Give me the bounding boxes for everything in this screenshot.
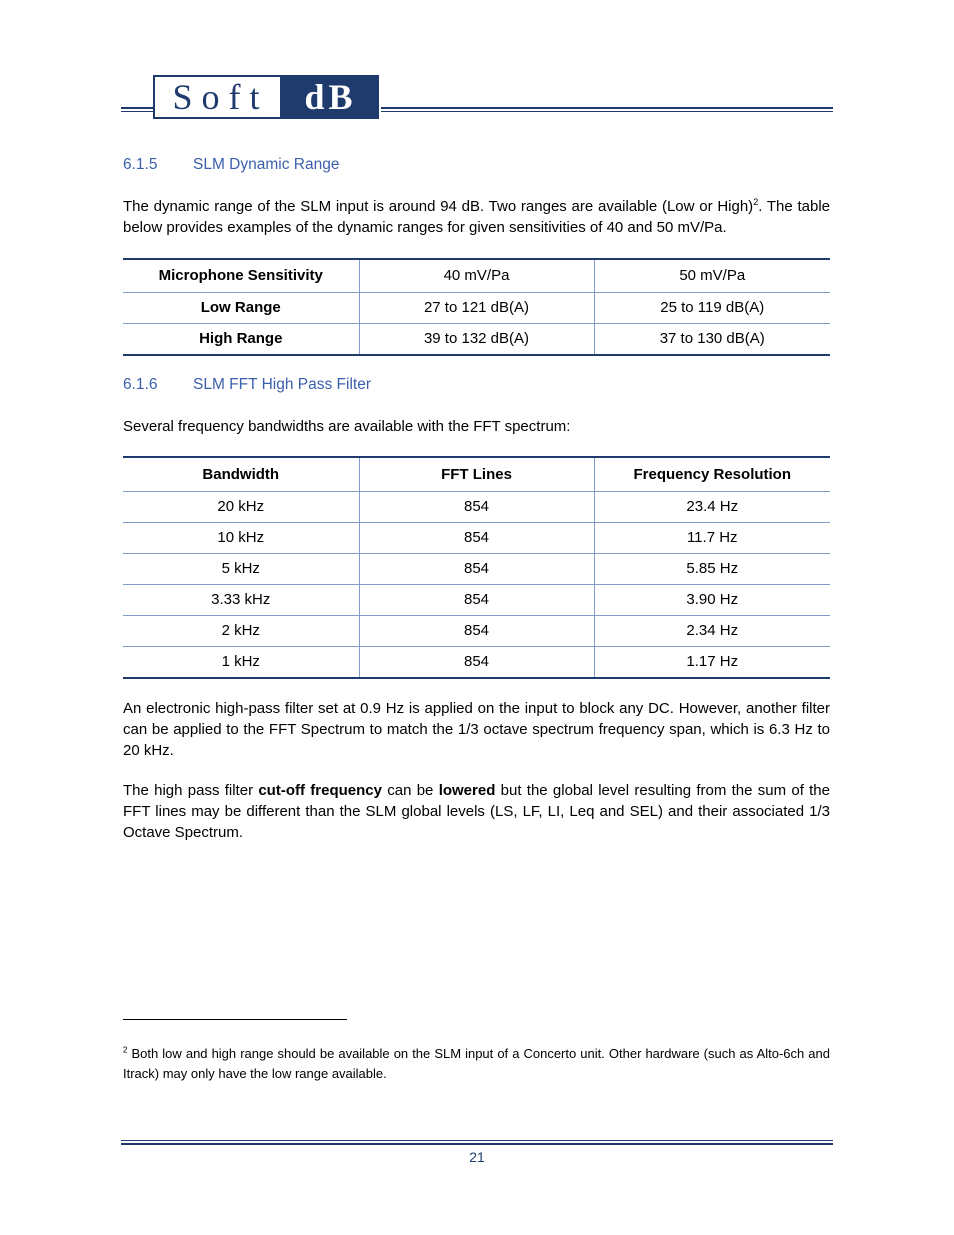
table-row bbox=[123, 491, 830, 522]
row-label: High Range bbox=[123, 323, 359, 355]
table-cell: 27 to 121 dB(A) bbox=[359, 292, 594, 323]
header-rule-right bbox=[381, 107, 833, 112]
table-cell: 854 bbox=[359, 553, 594, 584]
table-cell: 854 bbox=[359, 584, 594, 615]
dynamic-range-paragraph: The dynamic range of the SLM input is around 94 dB. Two ranges are available (Low or High)$^2$. The table below provides examples of the dynamic ranges for given sensitivities of 40 and 50 mV/Pa. bbox=[123, 197, 830, 236]
page-number: 21 bbox=[469, 1149, 485, 1165]
fft-intro-paragraph: Several frequency bandwidths are available with the FFT spectrum: bbox=[123, 418, 571, 435]
table-row bbox=[123, 259, 830, 292]
dynamic-range-table bbox=[123, 258, 830, 356]
bold-term-cutoff: cut-off frequency bbox=[258, 782, 382, 799]
header-rule-left bbox=[121, 107, 153, 112]
table-cell: 39 to 132 dB(A) bbox=[359, 323, 594, 355]
footnote-mark: 2 bbox=[123, 1045, 128, 1055]
table-row bbox=[123, 323, 830, 355]
section-number: 6.1.5 bbox=[123, 156, 158, 173]
section-title: SLM FFT High Pass Filter bbox=[193, 376, 372, 393]
logo-soft-text: Soft bbox=[153, 75, 282, 119]
table-cell: 25 to 119 dB(A) bbox=[594, 292, 830, 323]
footnote-separator bbox=[123, 1019, 347, 1020]
table-cell: 1.17 Hz bbox=[594, 646, 830, 678]
table-cell: 10 kHz bbox=[123, 522, 359, 553]
table-cell: 854 bbox=[359, 491, 594, 522]
section-heading-6-1-5 bbox=[123, 156, 339, 174]
table-cell: 11.7 Hz bbox=[594, 522, 830, 553]
table-cell: 5.85 Hz bbox=[594, 553, 830, 584]
bold-term-lowered: lowered bbox=[438, 782, 496, 799]
table-cell: 5 kHz bbox=[123, 553, 359, 584]
table-cell: 20 kHz bbox=[123, 491, 359, 522]
footnote-text: Both low and high range should be available on the SLM input of a Concerto unit. Other hardware (such as Alto-6ch and Itrack) may only have the low range available. bbox=[123, 1046, 830, 1081]
section-number: 6.1.6 bbox=[123, 376, 158, 393]
table-row bbox=[123, 553, 830, 584]
section-heading-6-1-6 bbox=[123, 376, 371, 394]
logo-db-text: dB bbox=[282, 75, 379, 119]
row-label: Low Range bbox=[123, 292, 359, 323]
softdb-logo bbox=[153, 75, 379, 119]
column-header: Bandwidth bbox=[123, 457, 359, 491]
footnote bbox=[123, 1044, 830, 1084]
table-cell: 3.33 kHz bbox=[123, 584, 359, 615]
table-cell: 3.90 Hz bbox=[594, 584, 830, 615]
table-cell: 23.4 Hz bbox=[594, 491, 830, 522]
table-header-row bbox=[123, 457, 830, 491]
section-title: SLM Dynamic Range bbox=[193, 156, 340, 173]
row-label: Microphone Sensitivity bbox=[123, 259, 359, 292]
table-cell: 854 bbox=[359, 522, 594, 553]
table-cell: 37 to 130 dB(A) bbox=[594, 323, 830, 355]
table-cell: 50 mV/Pa bbox=[594, 259, 830, 292]
table-row bbox=[123, 292, 830, 323]
table-row bbox=[123, 584, 830, 615]
fft-bandwidth-table bbox=[123, 456, 830, 679]
table-cell: 854 bbox=[359, 615, 594, 646]
table-cell: 854 bbox=[359, 646, 594, 678]
footer-rule bbox=[121, 1140, 833, 1145]
table-row bbox=[123, 615, 830, 646]
footnote-reference[interactable]: 2 bbox=[753, 197, 759, 207]
column-header: FFT Lines bbox=[359, 457, 594, 491]
table-row bbox=[123, 646, 830, 678]
table-cell: 40 mV/Pa bbox=[359, 259, 594, 292]
high-pass-filter-paragraph: An electronic high-pass filter set at 0.9 Hz is applied on the input to block any DC. However, another filter can be applied to the FFT Spectrum to match the 1/3 octave spectrum frequency span, which is 6.3 Hz to 20 kHz. bbox=[123, 700, 830, 759]
table-cell: 2 kHz bbox=[123, 615, 359, 646]
column-header: Frequency Resolution bbox=[594, 457, 830, 491]
table-cell: 1 kHz bbox=[123, 646, 359, 678]
cutoff-frequency-paragraph: The high pass filter cut-off frequency can be lowered but the global level resulting from the sum of the FFT lines may be different than the SLM global levels (LS, LF, LI, Leq and SEL) and their associated 1/3 Octave Spectrum. bbox=[123, 782, 830, 841]
table-cell: 2.34 Hz bbox=[594, 615, 830, 646]
table-row bbox=[123, 522, 830, 553]
